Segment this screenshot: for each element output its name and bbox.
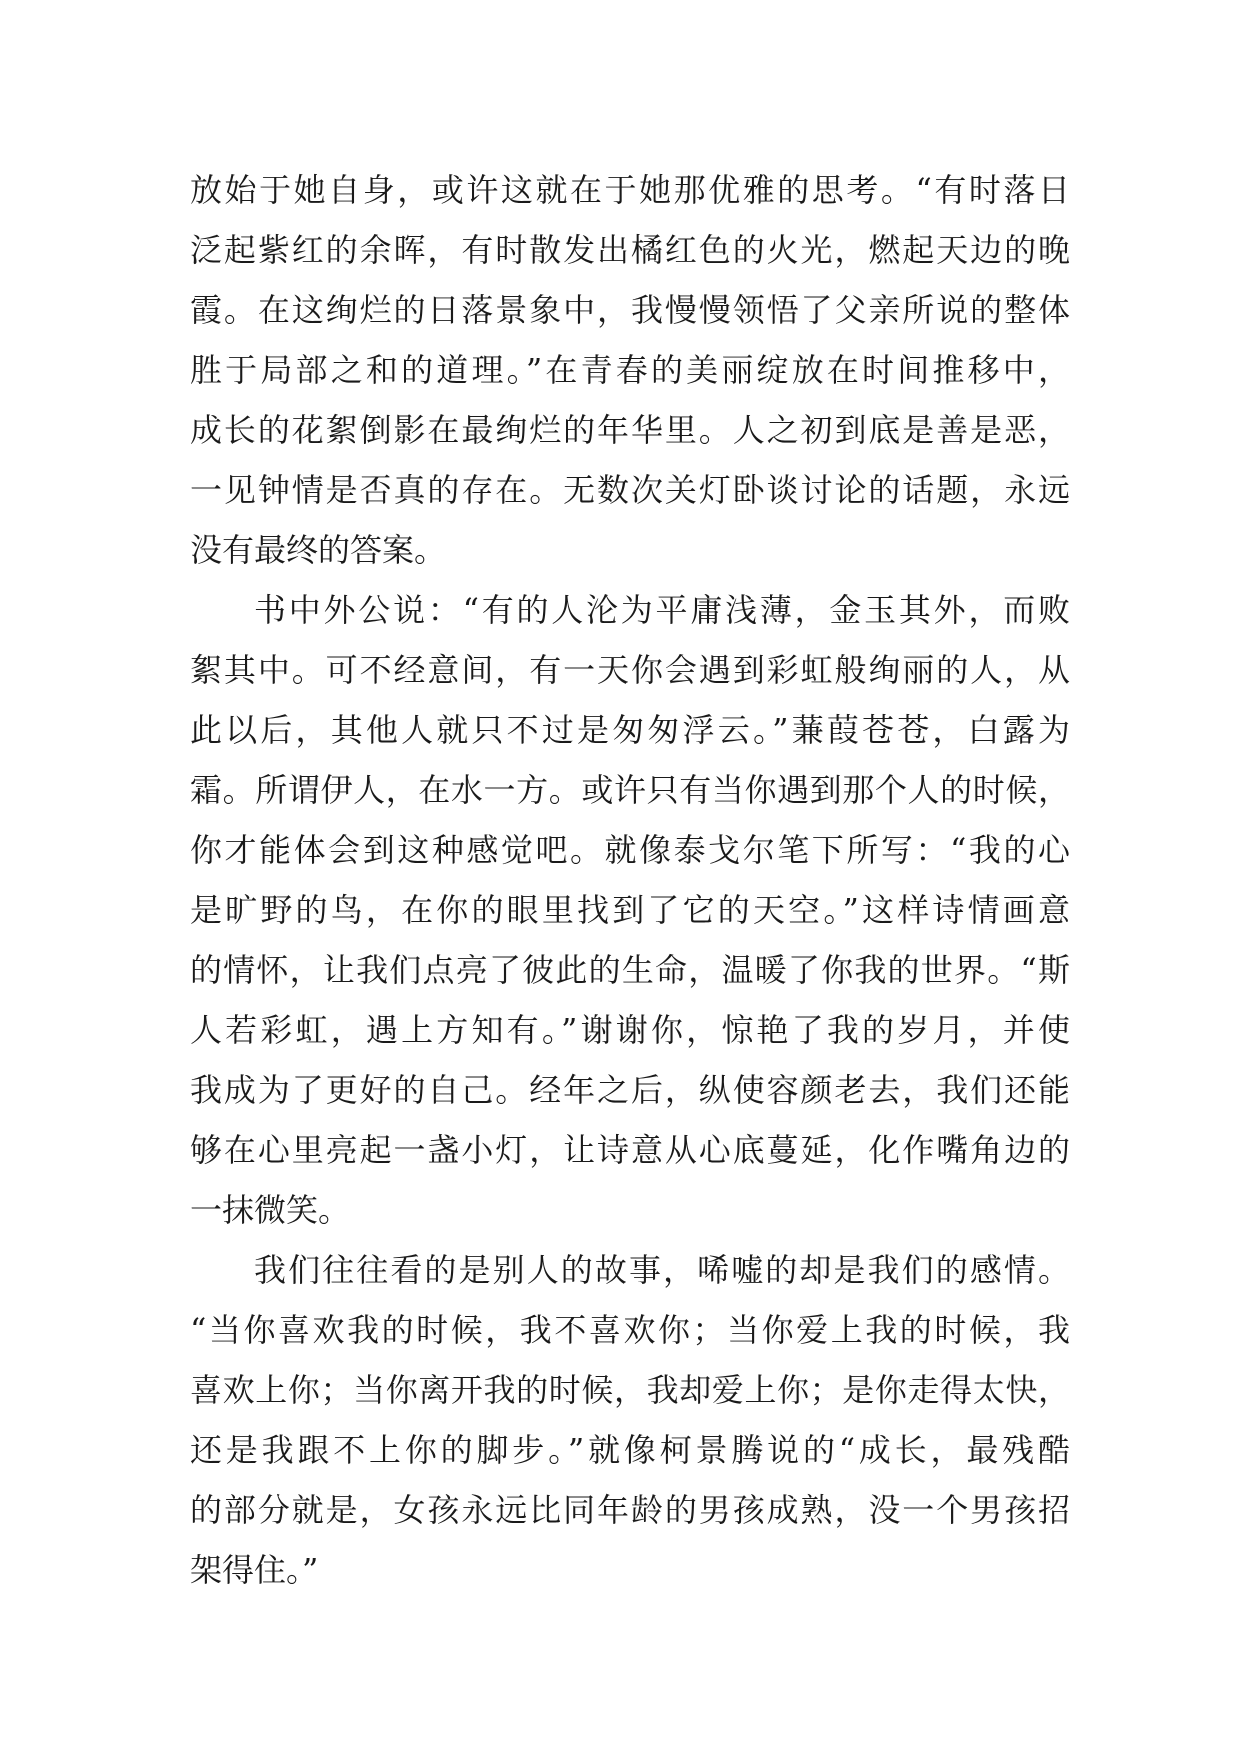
text-line: 架得住。” [190, 1551, 319, 1589]
text-line: 泛起紫红的余晖，有时散发出橘红色的火光，燃起天边的晚 [190, 231, 1070, 269]
text-line: “当你喜欢我的时候，我不喜欢你；当你爱上我的时候，我 [190, 1311, 1070, 1349]
text-line: 喜欢上你；当你离开我的时候，我却爱上你；是你走得太快， [190, 1371, 1070, 1409]
text-line: 霜。所谓伊人，在水一方。或许只有当你遇到那个人的时候， [190, 771, 1070, 809]
text-line: 还是我跟不上你的脚步。”就像柯景腾说的“成长，最残酷 [190, 1431, 1070, 1469]
text-line: 没有最终的答案。 [190, 531, 447, 569]
text-line: 你才能体会到这种感觉吧。就像泰戈尔笔下所写：“我的心 [190, 831, 1070, 869]
text-line: 此以后，其他人就只不过是匆匆浮云。”蒹葭苍苍，白露为 [190, 711, 1070, 749]
paragraph-3 [190, 1240, 1070, 1600]
paragraph-2 [190, 580, 1070, 1240]
text-line: 人若彩虹，遇上方知有。”谢谢你，惊艳了我的岁月，并使 [190, 1011, 1070, 1049]
text-line: 成长的花絮倒影在最绚烂的年华里。人之初到底是善是恶， [190, 411, 1070, 449]
text-line: 的部分就是，女孩永远比同年龄的男孩成熟，没一个男孩招 [190, 1491, 1070, 1529]
text-line: 一抹微笑。 [190, 1191, 351, 1229]
text-line: 胜于局部之和的道理。”在青春的美丽绽放在时间推移中， [190, 351, 1070, 389]
paragraph-1 [190, 160, 1070, 580]
document-body [190, 160, 1070, 1600]
text-line: 一见钟情是否真的存在。无数次关灯卧谈讨论的话题，永远 [190, 471, 1070, 509]
text-line: 絮其中。可不经意间，有一天你会遇到彩虹般绚丽的人，从 [190, 651, 1070, 689]
text-line: 我们往往看的是别人的故事，唏嘘的却是我们的感情。 [254, 1251, 1070, 1289]
text-line: 够在心里亮起一盏小灯，让诗意从心底蔓延，化作嘴角边的 [190, 1131, 1070, 1169]
text-line: 的情怀，让我们点亮了彼此的生命，温暖了你我的世界。“斯 [190, 951, 1070, 989]
text-line: 放始于她自身，或许这就在于她那优雅的思考。“有时落日 [190, 171, 1070, 209]
text-line: 是旷野的鸟，在你的眼里找到了它的天空。”这样诗情画意 [190, 891, 1070, 929]
text-line: 我成为了更好的自己。经年之后，纵使容颜老去，我们还能 [190, 1071, 1070, 1109]
text-line: 霞。在这绚烂的日落景象中，我慢慢领悟了父亲所说的整体 [190, 291, 1070, 329]
text-line: 书中外公说：“有的人沦为平庸浅薄，金玉其外，而败 [254, 591, 1070, 629]
